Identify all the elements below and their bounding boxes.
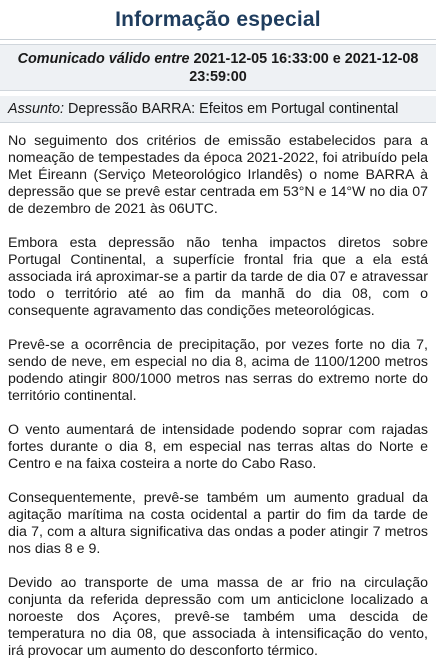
- bulletin-paragraph: Embora esta depressão não tenha impactos diretos sobre Portugal Continental, a superfície frontal fria que a ela está associada irá aproximar-se a partir da tarde de dia 07 e atravessar todo o território até ao fim da manhã do dia 08, com o consequente agravamento das condições meteorológicas.: [8, 235, 428, 319]
- subject-label: Assunto:: [8, 101, 64, 117]
- validity-label: Comunicado válido entre: [17, 51, 190, 67]
- bulletin-body: [0, 123, 436, 660]
- bulletin-paragraph: O vento aumentará de intensidade podendo soprar com rajadas fortes durante o dia 8, em especial nas terras altas do Norte e Centro e na faixa costeira a norte do Cabo Raso.: [8, 422, 428, 472]
- bulletin-paragraph: Devido ao transporte de uma massa de ar frio na circulação conjunta da referida depressão com um anticiclone localizado a noroeste dos Açores, prevê-se também uma descida de temperatura no dia 08, que associada à intensificação do vento, irá provocar um aumento do desconforto térmico.: [8, 575, 428, 659]
- validity-banner: [0, 44, 436, 91]
- bulletin-paragraph: No seguimento dos critérios de emissão estabelecidos para a nomeação de tempestades da época 2021-2022, foi atribuído pela Met Éireann (Serviço Meteorológico Irlandês) o nome BARRA à depressão que se prevê estar centrada em 53°N e 14°W no dia 07 de dezembro de 2021 às 06UTC.: [8, 133, 428, 217]
- bulletin-paragraph: Consequentemente, prevê-se também um aumento gradual da agitação marítima na costa ocidental a partir do fim da tarde de dia 7, com a altura significativa das ondas a poder atingir 7 metros nos dias 8 e 9.: [8, 490, 428, 557]
- subject-text: Depressão BARRA: Efeitos em Portugal continental: [68, 101, 399, 117]
- validity-range: 2021-12-05 16:33:00 e 2021-12-08 23:59:00: [189, 51, 419, 85]
- page-title: Informação especial: [115, 7, 321, 31]
- subject-banner: [0, 96, 436, 123]
- bulletin-paragraph: Prevê-se a ocorrência de precipitação, por vezes forte no dia 7, sendo de neve, em especial no dia 8, acima de 1100/1200 metros podendo atingir 800/1000 metros nas serras do extremo norte do território continental.: [8, 337, 428, 404]
- page-header: [0, 0, 436, 40]
